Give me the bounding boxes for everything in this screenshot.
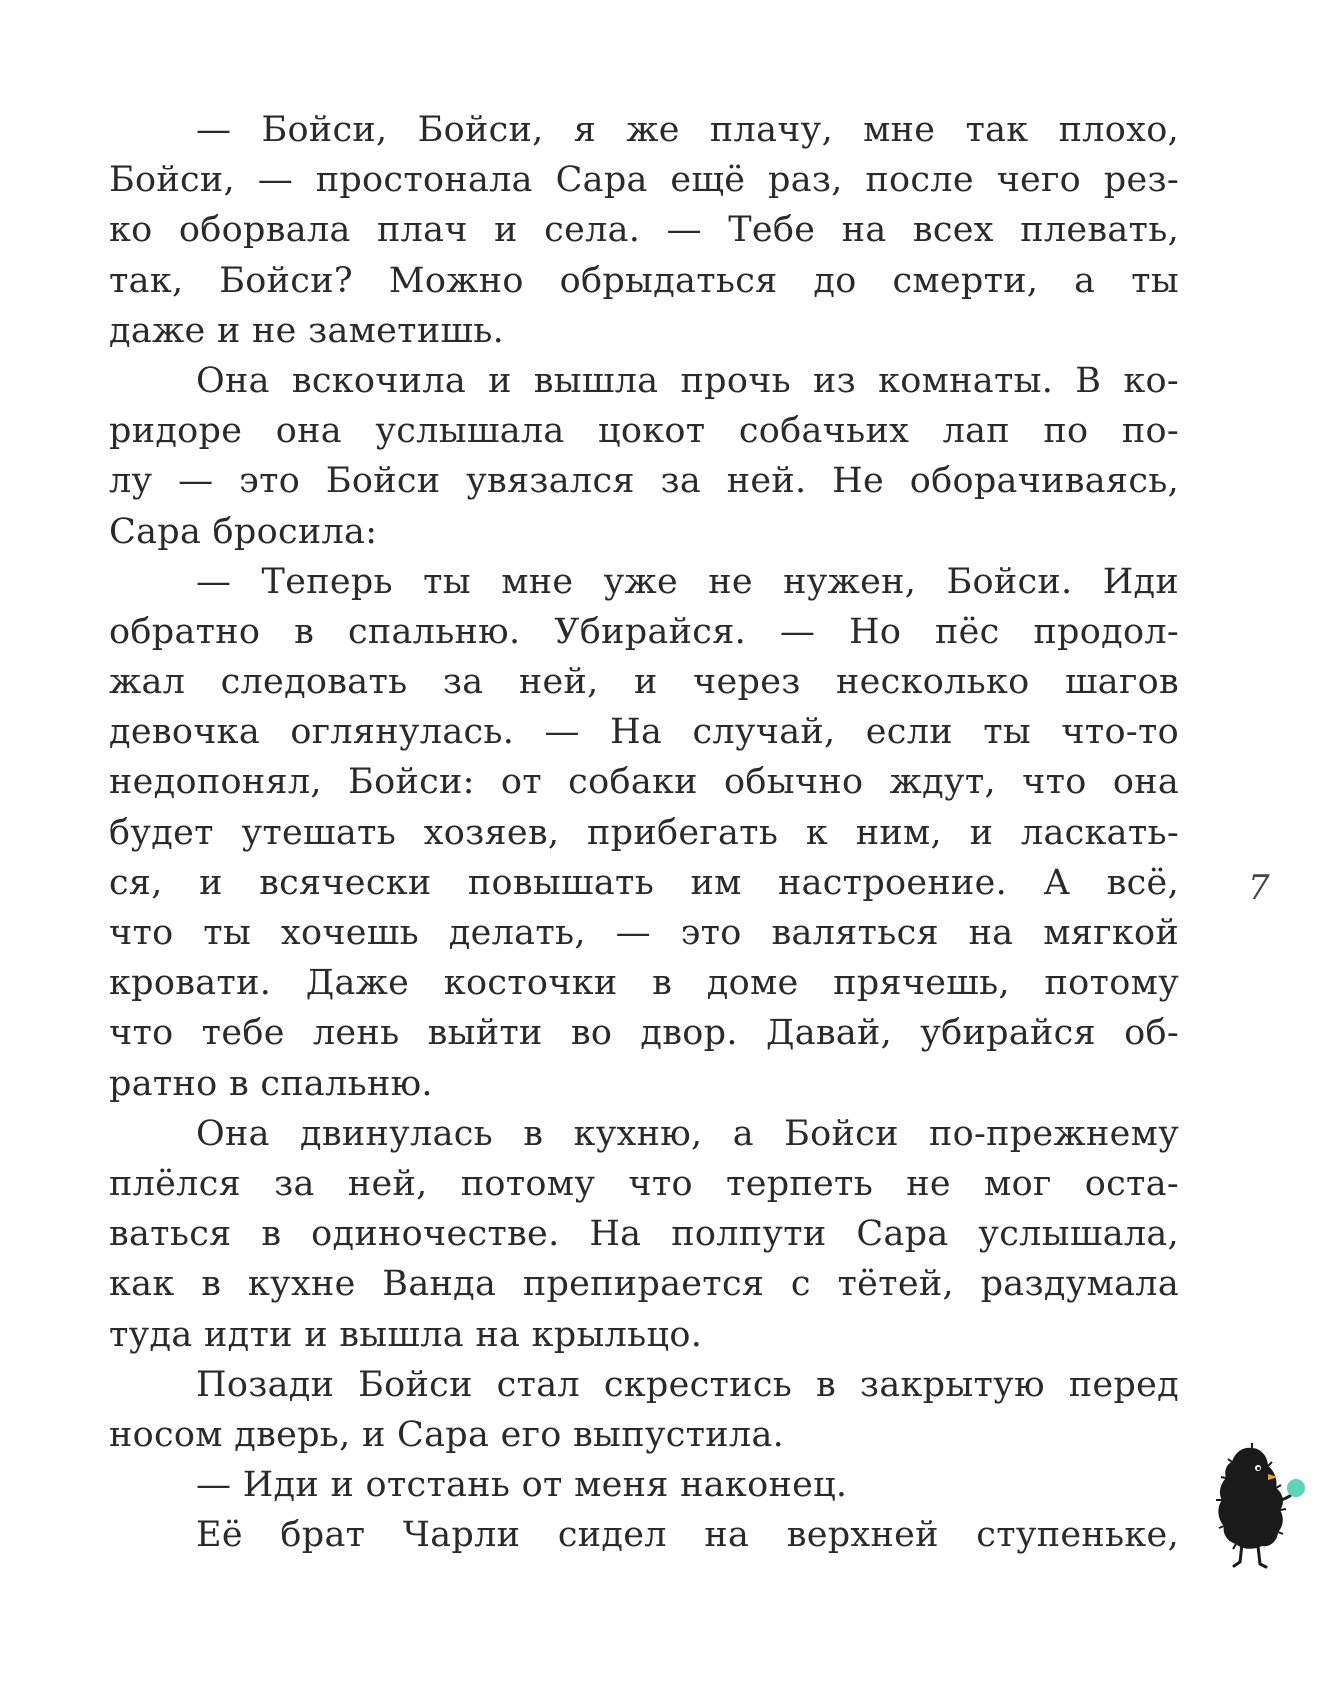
text-line: как в кухне Ванда препирается с тётей, раздумала: [109, 1264, 1179, 1305]
text-line: Она двинулась в кухню, а Бойси по-прежнему: [196, 1113, 1179, 1154]
text-line: обратно в спальню. Убирайся. — Но пёс продол-: [109, 611, 1179, 652]
text-line: что тебе лень выйти во двор. Давай, убирайся об-: [109, 1013, 1179, 1054]
text-line: жал следовать за ней, и через несколько шагов: [109, 662, 1179, 703]
text-line: Она вскочила и вышла прочь из комнаты. В ко-: [196, 360, 1179, 401]
text-line: — Теперь ты мне уже не нужен, Бойси. Иди: [196, 561, 1179, 602]
black-fuzzy-creature-icon: [1212, 1440, 1307, 1575]
text-line: так, Бойси? Можно обрыдаться до смерти, а ты: [109, 260, 1179, 301]
text-line: ваться в одиночестве. На полпути Сара услышала,: [109, 1214, 1179, 1255]
text-line: носом дверь, и Сара его выпустила.: [109, 1414, 785, 1455]
text-line: плёлся за ней, потому что терпеть не мог оста-: [109, 1163, 1179, 1204]
body-text: [109, 105, 1179, 1560]
text-line: Бойси, — простонала Сара ещё раз, после чего рез-: [109, 160, 1179, 201]
text-line: недопонял, Бойси: от собаки обычно ждут, что она: [109, 762, 1179, 803]
text-line: ратно в спальню.: [109, 1063, 433, 1104]
text-line: кровати. Даже косточки в доме прячешь, потому: [109, 963, 1179, 1004]
page-number: 7: [1248, 868, 1270, 908]
text-line: туда идти и вышла на крыльцо.: [109, 1314, 703, 1355]
text-line: даже и не заметишь.: [109, 310, 505, 351]
text-line: — Иди и отстань от меня наконец.: [196, 1465, 848, 1506]
text-line: что ты хочешь делать, — это валяться на мягкой: [109, 913, 1179, 953]
text-line: ридоре она услышала цокот собачьих лап по по-: [109, 411, 1179, 452]
text-line: Её брат Чарли сидел на верхней ступеньке,: [196, 1515, 1179, 1556]
text-line: Позади Бойси стал скрестись в закрытую перед: [196, 1364, 1179, 1405]
text-line: ся, и всячески повышать им настроение. А всё,: [109, 862, 1179, 903]
text-line: ко оборвала плач и села. — Тебе на всех плевать,: [109, 210, 1179, 251]
text-line: девочка оглянулась. — На случай, если ты что-то: [109, 712, 1179, 753]
text-line: Сара бросила:: [109, 511, 378, 552]
text-line: будет утешать хозяев, прибегать к ним, и ласкать-: [109, 812, 1179, 853]
text-line: — Бойси, Бойси, я же плачу, мне так плохо,: [196, 110, 1179, 150]
text-line: лу — это Бойси увязался за ней. Не оборачиваясь,: [109, 461, 1179, 502]
